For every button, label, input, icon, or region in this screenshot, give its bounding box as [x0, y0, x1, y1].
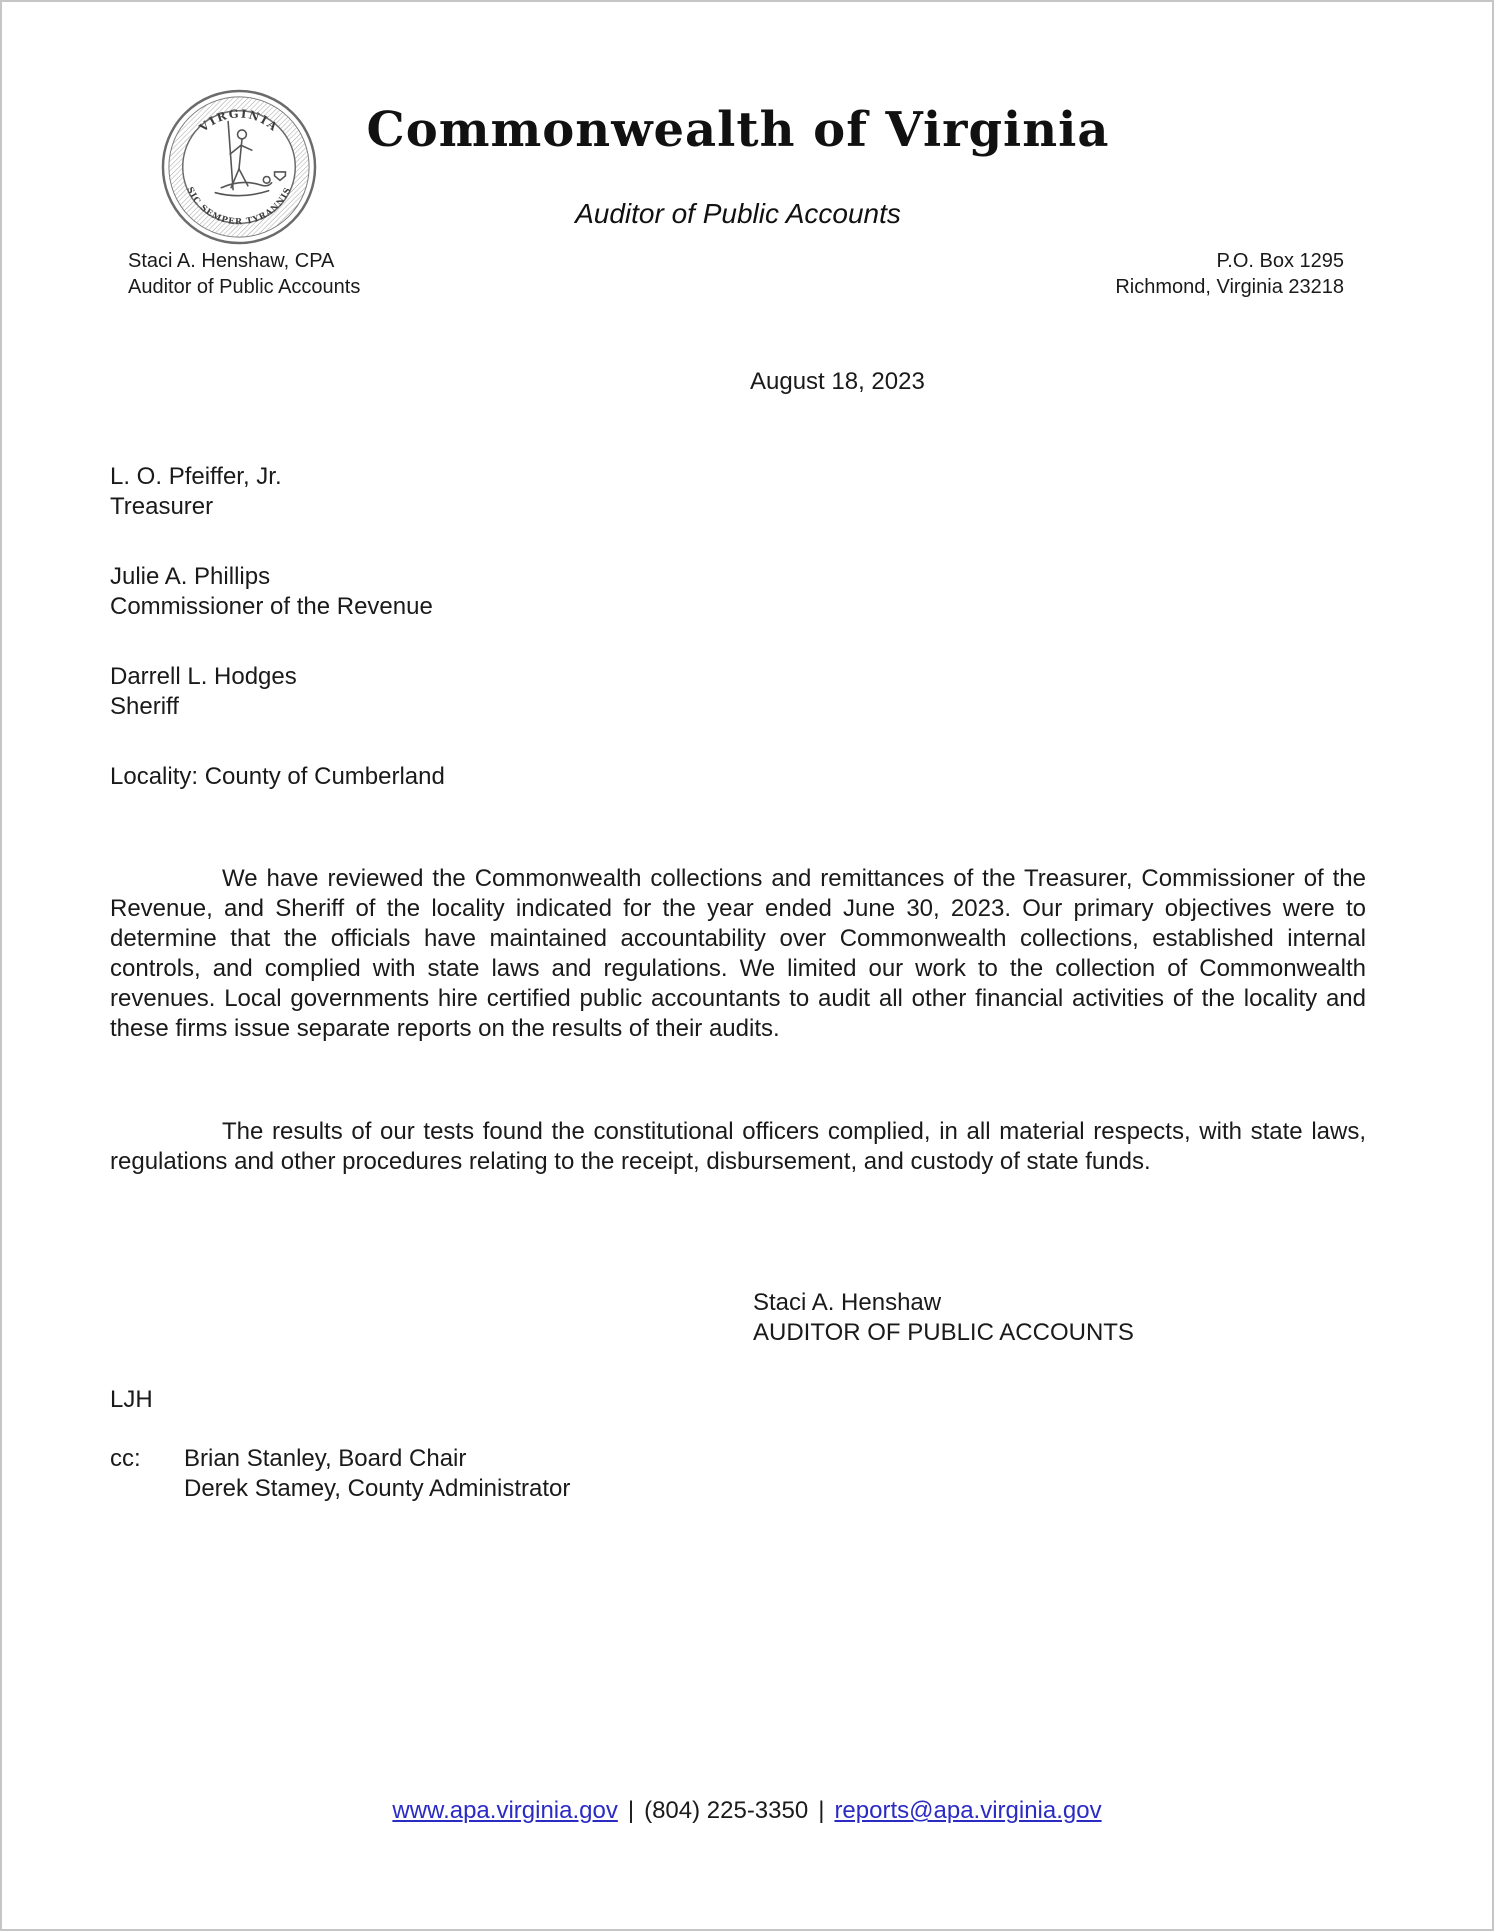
cc-entry: Derek Stamey, County Administrator: [184, 1475, 571, 1502]
cc-block: [110, 1444, 1366, 1504]
letter-content: [2, 2, 1492, 1929]
locality-line: Locality: County of Cumberland: [110, 763, 445, 790]
signature-block: [753, 1288, 1366, 1348]
recipient-commissioner: [110, 562, 1366, 622]
website-link[interactable]: www.apa.virginia.gov: [392, 1797, 618, 1824]
officer-title: Auditor of Public Accounts: [128, 276, 361, 298]
cc-entries: [184, 1444, 570, 1504]
recipient-title: Treasurer: [110, 493, 214, 520]
officer-name: Staci A. Henshaw, CPA: [128, 250, 335, 272]
footer-separator: |: [818, 1797, 825, 1824]
org-title: Commonwealth of Virginia: [366, 102, 1110, 158]
phone-number: (804) 225-3350: [644, 1797, 809, 1824]
cc-entry: Brian Stanley, Board Chair: [184, 1445, 467, 1472]
org-subtitle: Auditor of Public Accounts: [575, 198, 901, 229]
seal-bottom-text: SIC SEMPER TYRANNIS: [185, 185, 293, 227]
typist-initials: LJH: [110, 1386, 153, 1413]
recipient-name: L. O. Pfeiffer, Jr.: [110, 463, 282, 490]
officer-block: [128, 248, 360, 300]
body-paragraph-1: We have reviewed the Commonwealth collections and remittances of the Treasurer, Commissioner of the Revenue, and Sheriff of the locality indicated for the year ended June 30, 2023. Our primary objectives were to determine that the officials have maintained accountability over Commonwealth collections, established internal controls, and complied with state laws and regulations. We limited our work to the collection of Commonwealth revenues. Local governments hire certified public accountants to audit all other financial activities of the locality and these firms issue separate reports on the results of their audits.: [110, 865, 1366, 1042]
footer-contact-line: [2, 1795, 1492, 1827]
recipient-treasurer: [110, 462, 1366, 522]
seal-top-text: VIRGINIA: [196, 106, 282, 135]
footer-separator: |: [627, 1797, 635, 1824]
address-block: [1115, 248, 1344, 300]
po-box: P.O. Box 1295: [1216, 250, 1344, 272]
date-line: August 18, 2023: [750, 368, 925, 395]
recipient-name: Julie A. Phillips: [110, 563, 271, 590]
city-line: Richmond, Virginia 23218: [1115, 276, 1344, 298]
letterhead: [110, 2, 1366, 312]
signature-title: AUDITOR OF PUBLIC ACCOUNTS: [753, 1319, 1134, 1346]
recipient-name: Darrell L. Hodges: [110, 663, 297, 690]
recipient-sheriff: [110, 662, 1366, 722]
body-paragraph-2: The results of our tests found the constitutional officers complied, in all material respects, with state laws, regulations and other procedures relating to the receipt, disbursement, and custody of state funds.: [110, 1118, 1366, 1175]
signature-name: Staci A. Henshaw: [753, 1289, 942, 1316]
cc-label: cc:: [110, 1445, 141, 1472]
email-link[interactable]: reports@apa.virginia.gov: [834, 1797, 1102, 1824]
recipient-title: Commissioner of the Revenue: [110, 593, 433, 620]
recipient-title: Sheriff: [110, 693, 179, 720]
